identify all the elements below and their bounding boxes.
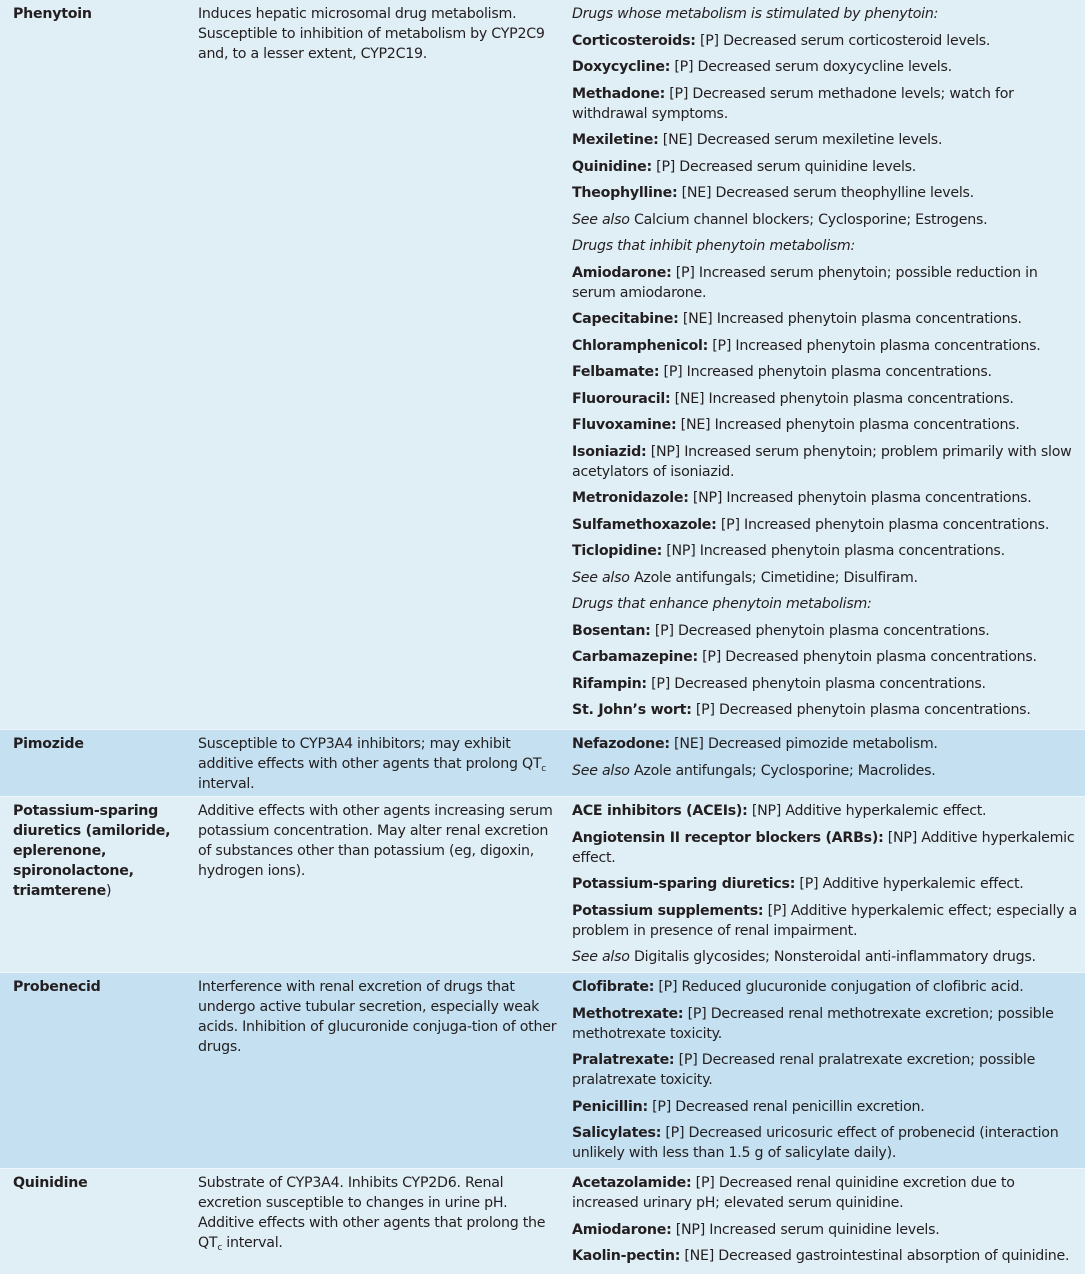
interaction-description: [NE] Decreased serum mexiletine levels. [658, 132, 943, 148]
table-row-pimozide [0, 729, 1085, 796]
interacting-drug-name: Potassium-sparing diuretics: [572, 876, 796, 892]
interaction-description: [P] Decreased renal penicillin excretion. [647, 1098, 925, 1115]
mechanism-cell: Induces hepatic microsomal drug metabolism. Susceptible to inhibition of metabolism by CYP2C9 and, to a lesser extent, CYP2C19. [198, 6, 545, 62]
interacting-drug-name: Methadone: [572, 85, 665, 102]
interacting-drug-name: Fluvoxamine: [572, 417, 677, 433]
interacting-drug-name: Acetazolamide: [572, 1175, 692, 1191]
interaction-description: [P] Decreased uricosuric effect of probenecid (interaction unlikely with less than 1.5 g of salicylate daily). [572, 1125, 1059, 1161]
interaction-description: [NP] Additive hyperkalemic effect. [747, 803, 987, 819]
interacting-drug-name: Mexiletine: [572, 132, 659, 148]
interaction-description: [P] Decreased serum quinidine levels. [651, 158, 917, 175]
interaction-entry [572, 801, 1077, 821]
interaction-entry [572, 309, 1077, 329]
interaction-description: [NP] Increased serum phenytoin; problem primarily with slow acetylators of isoniazid. [572, 443, 1072, 480]
interaction-description: [P] Decreased phenytoin plasma concentrations. [646, 675, 986, 692]
interaction-description: [NE] Increased phenytoin plasma concentrations. [676, 417, 1020, 433]
interacting-drug-name: Fluorouracil: [572, 390, 671, 407]
interacting-drug-name: Kaolin-pectin: [572, 1248, 681, 1264]
interaction-entry [572, 157, 1077, 177]
interaction-entry [572, 488, 1077, 508]
interacting-drug-name: Potassium supplements: [572, 902, 764, 919]
mechanism-text-tail: interval. [222, 1235, 283, 1251]
interaction-description: [P] Decreased serum corticosteroid levels. [695, 32, 991, 49]
interaction-description: [NE] Increased phenytoin plasma concentrations. [670, 390, 1014, 407]
interaction-description: [P] Decreased renal quinidine excretion due to increased urinary pH; elevated serum quinidine. [572, 1175, 1015, 1211]
interaction-description: [P] Increased phenytoin plasma concentrations. [708, 337, 1041, 354]
interaction-description: [P] Decreased serum doxycycline levels. [670, 59, 952, 75]
table-row-quinidine [0, 1168, 1085, 1273]
interacting-drug-name: Sulfamethoxazole: [572, 516, 717, 533]
interacting-drug-name: Angiotensin II receptor blockers (ARBs): [572, 829, 884, 846]
interaction-description: [NP] Additive hyperkalemic effect. [572, 829, 1075, 866]
interaction-entry [572, 1004, 1077, 1044]
see-also-text: Digitalis glycosides; Nonsteroidal anti-inflammatory drugs. [629, 949, 1036, 965]
interaction-description: [P] Increased phenytoin plasma concentrations. [716, 516, 1050, 533]
mechanism-text: Susceptible to CYP3A4 inhibitors; may exhibit additive effects with other agents that prolong QT [198, 736, 542, 772]
interacting-drug-name: Nefazodone: [572, 736, 670, 752]
interaction-entry [572, 442, 1077, 482]
see-also-entry [572, 761, 1077, 781]
interaction-description: [NP] Increased phenytoin plasma concentrations. [688, 490, 1032, 506]
interaction-description: [NP] Increased serum quinidine levels. [671, 1221, 940, 1238]
interaction-section-heading: Drugs whose metabolism is stimulated by phenytoin: [572, 6, 939, 22]
interaction-description: [P] Increased phenytoin plasma concentrations. [659, 364, 992, 380]
interaction-description: [NE] Decreased pimozide metabolism. [669, 736, 938, 752]
interaction-entry [572, 336, 1077, 356]
see-also-text: Calcium channel blockers; Cyclosporine; Estrogens. [629, 211, 988, 228]
interacting-drug-name: Quinidine: [572, 158, 652, 175]
interaction-entry [572, 183, 1077, 203]
interacting-drug-name: Amiodarone: [572, 1221, 672, 1238]
interaction-entry [572, 700, 1077, 720]
see-also-label: See also [572, 762, 630, 779]
interaction-entry [572, 362, 1077, 382]
interacting-drug-name: Clofibrate: [572, 979, 655, 995]
interacting-drug-name: Carbamazepine: [572, 649, 698, 665]
mechanism-text-tail: interval. [198, 776, 255, 792]
interaction-entry [572, 415, 1077, 435]
interaction-entry [572, 1220, 1077, 1240]
interaction-entry [572, 541, 1077, 561]
interactions-cell [572, 797, 1085, 975]
interaction-entry [572, 130, 1077, 150]
drug-name-cell: Pimozide [13, 736, 84, 752]
interaction-description: [P] Decreased phenytoin plasma concentrations. [691, 702, 1031, 718]
interacting-drug-name: Chloramphenicol: [572, 337, 709, 354]
see-also-entry [572, 568, 1077, 588]
interaction-description: [NE] Decreased gastrointestinal absorption of quinidine. [680, 1248, 1070, 1264]
mechanism-cell: Interference with renal excretion of drugs that undergo active tubular secretion, especially weak acids. Inhibition of glucuronide conjuga-tion of other drugs. [198, 979, 557, 1055]
interaction-description: [P] Additive hyperkalemic effect; especially a problem in presence of renal impairment. [572, 902, 1078, 939]
drug-name-cell: Probenecid [13, 979, 101, 995]
interaction-entry [572, 1123, 1077, 1163]
mechanism-cell: Additive effects with other agents increasing serum potassium concentration. May alter renal excretion of substances other than potassium (eg, digoxin, hydrogen ions). [198, 803, 553, 879]
interaction-entry [572, 31, 1077, 51]
interaction-entry [572, 57, 1077, 77]
interaction-section-heading: Drugs that enhance phenytoin metabolism: [572, 596, 872, 612]
interacting-drug-name: Pralatrexate: [572, 1052, 675, 1068]
subscript: c [541, 764, 546, 774]
interacting-drug-name: ACE inhibitors (ACEIs): [572, 803, 748, 819]
interaction-description: [P] Decreased renal methotrexate excretion; possible methotrexate toxicity. [572, 1005, 1054, 1042]
interacting-drug-name: Metronidazole: [572, 490, 689, 506]
interaction-entry [572, 874, 1077, 894]
interactions-cell [572, 730, 1085, 796]
interaction-entry [572, 977, 1077, 997]
interaction-section-heading: Drugs that inhibit phenytoin metabolism: [572, 238, 856, 254]
see-also-label: See also [572, 949, 630, 965]
interacting-drug-name: Corticosteroids: [572, 32, 696, 49]
interacting-drug-name: Capecitabine: [572, 311, 679, 327]
interacting-drug-name: Penicillin: [572, 1098, 648, 1115]
interaction-entry [572, 1246, 1077, 1266]
table-row-potassium-sparing-diuretics [0, 796, 1085, 972]
subscript: c [217, 1243, 223, 1253]
interactions-cell [572, 0, 1085, 729]
see-also-text: Azole antifungals; Cyclosporine; Macrolides. [629, 762, 936, 779]
drug-name-cell [0, 797, 198, 975]
interacting-drug-name: Felbamate: [572, 364, 660, 380]
interaction-entry [572, 1050, 1077, 1090]
interaction-description: [NP] Increased phenytoin plasma concentrations. [662, 543, 1005, 559]
interaction-entry [572, 389, 1077, 409]
mechanism-text: Substrate of CYP3A4. Inhibits CYP2D6. Renal excretion susceptible to changes in urine pH. Additive effects with other agents that prolong the QT [198, 1175, 546, 1251]
interaction-entry [572, 515, 1077, 535]
interacting-drug-name: Methotrexate: [572, 1005, 684, 1022]
table-row-probenecid [0, 972, 1085, 1168]
interacting-drug-name: St. John’s wort: [572, 702, 692, 718]
see-also-entry [572, 210, 1077, 230]
interaction-entry [572, 1097, 1077, 1117]
see-also-entry [572, 947, 1077, 967]
interacting-drug-name: Salicylates: [572, 1125, 662, 1141]
interaction-entry [572, 828, 1077, 868]
drug-name-text: Potassium-sparing diuretics (amiloride, eplerenone, spironolactone, triamterene [13, 803, 171, 899]
interactions-cell [572, 1169, 1085, 1274]
interaction-entry [572, 621, 1077, 641]
interaction-description: [P] Additive hyperkalemic effect. [795, 876, 1024, 892]
interaction-description: [NE] Decreased serum theophylline levels. [677, 185, 974, 201]
interacting-drug-name: Ticlopidine: [572, 543, 662, 559]
interaction-description: [P] Decreased phenytoin plasma concentrations. [650, 622, 990, 639]
interaction-entry [572, 901, 1077, 941]
interaction-entry [572, 734, 1077, 754]
interactions-cell [572, 973, 1085, 1171]
interacting-drug-name: Theophylline: [572, 185, 678, 201]
interacting-drug-name: Bosentan: [572, 622, 651, 639]
interaction-description: [P] Decreased phenytoin plasma concentrations. [697, 649, 1037, 665]
interacting-drug-name: Doxycycline: [572, 59, 671, 75]
mechanism-cell [198, 730, 572, 796]
interaction-entry [572, 263, 1077, 303]
mechanism-cell [198, 1169, 572, 1274]
interaction-entry [572, 647, 1077, 667]
interaction-entry [572, 1173, 1077, 1213]
interacting-drug-name: Rifampin: [572, 675, 647, 692]
interaction-description: [P] Decreased renal pralatrexate excretion; possible pralatrexate toxicity. [572, 1052, 1036, 1088]
interacting-drug-name: Amiodarone: [572, 264, 672, 281]
see-also-text: Azole antifungals; Cimetidine; Disulfiram. [629, 569, 918, 586]
see-also-label: See also [572, 211, 630, 228]
drug-name-cell: Quinidine [13, 1175, 88, 1191]
interaction-description: [NE] Increased phenytoin plasma concentrations. [678, 311, 1022, 327]
interaction-description: [P] Reduced glucuronide conjugation of clofibric acid. [654, 979, 1024, 995]
interacting-drug-name: Isoniazid: [572, 443, 647, 460]
drug-name-cell: Phenytoin [13, 6, 92, 22]
interaction-description: [P] Increased serum phenytoin; possible reduction in serum amiodarone. [572, 264, 1038, 301]
interaction-description: [P] Decreased serum methadone levels; watch for withdrawal symptoms. [572, 85, 1014, 122]
interaction-entry [572, 84, 1077, 124]
see-also-label: See also [572, 569, 630, 586]
interaction-entry [572, 674, 1077, 694]
drug-name-tail: ) [106, 883, 112, 899]
